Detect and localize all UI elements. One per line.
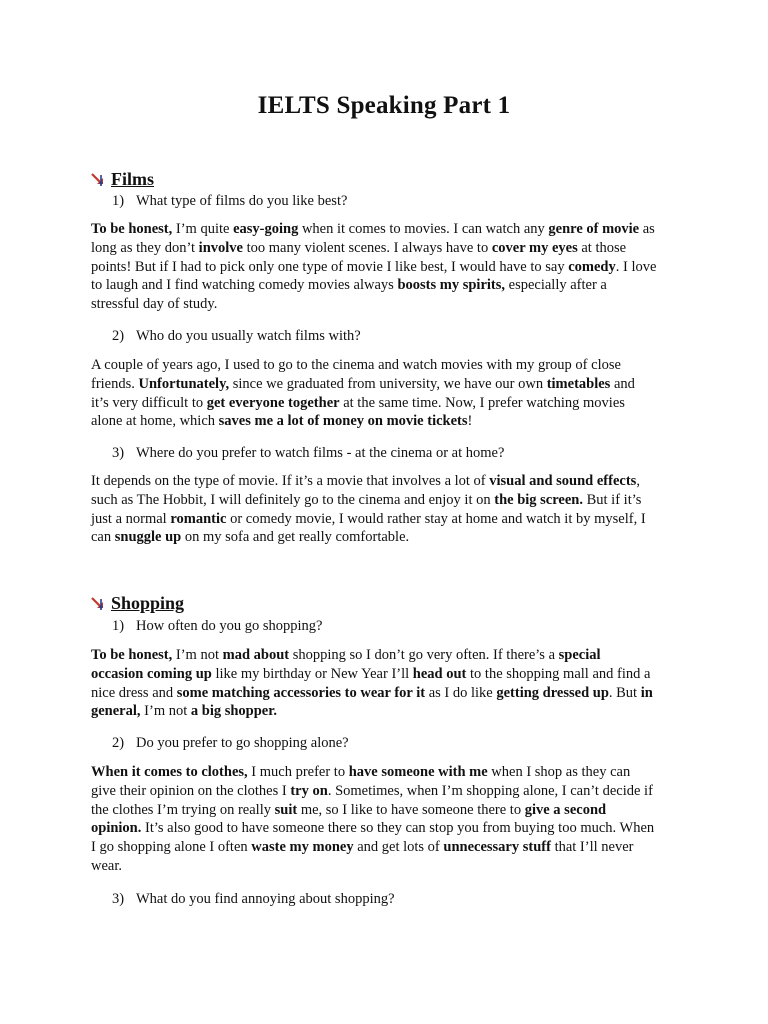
bold-phrase: comedy	[568, 258, 616, 275]
answer-line	[91, 646, 681, 665]
bold-phrase: easy-going	[233, 221, 299, 237]
answer-films-2	[91, 356, 681, 431]
question-number: 1)	[112, 193, 125, 209]
answer-line	[91, 510, 681, 529]
question-text: How often do you go shopping?	[136, 618, 323, 634]
section-title: Shopping	[111, 592, 185, 613]
text-run: on my sofa and get really comfortable.	[181, 529, 410, 546]
bold-phrase: getting dressed up	[496, 684, 609, 701]
bold-phrase: head out	[412, 665, 467, 682]
bold-phrase: timetables	[546, 375, 611, 392]
answer-line	[91, 472, 681, 491]
text-run: It depends on the type of movie. If it’s a movie that involves a lot of	[91, 473, 490, 489]
bold-phrase: When it comes to clothes,	[91, 764, 248, 780]
arrow-bullet-icon	[89, 595, 107, 611]
text-run: as	[639, 221, 655, 237]
text-run: stressful day of study.	[91, 296, 218, 313]
question-films-3	[112, 444, 504, 462]
text-run: I’m not	[172, 647, 223, 663]
question-shopping-3	[112, 890, 395, 908]
answer-line	[91, 276, 681, 295]
text-run: such as The Hobbit, I will definitely go to the cinema and enjoy it on	[91, 491, 495, 508]
bold-phrase: get everyone together	[206, 394, 340, 411]
text-run: and	[610, 375, 635, 392]
bold-phrase: general,	[91, 703, 141, 720]
text-run: especially after a	[505, 277, 607, 294]
question-films-1	[112, 192, 347, 210]
text-run: me, so I like to have someone there to	[297, 801, 525, 818]
answer-line	[91, 295, 681, 314]
answer-line	[91, 394, 681, 413]
bold-phrase: mad about	[222, 647, 290, 663]
text-run: I much prefer to	[247, 764, 349, 780]
question-text: Who do you usually watch films with?	[136, 328, 361, 344]
text-run: !	[467, 413, 473, 430]
answer-line	[91, 684, 681, 703]
answer-line	[91, 819, 681, 838]
answer-line	[91, 528, 681, 547]
answer-line	[91, 857, 681, 876]
text-run: But if it’s	[582, 491, 642, 508]
text-run: . Sometimes, when I’m shopping alone, I can’t decide if	[327, 782, 653, 799]
text-run: when it comes to movies. I can watch any	[298, 221, 549, 237]
answer-line	[91, 258, 681, 277]
answer-line	[91, 220, 681, 239]
answer-line	[91, 782, 681, 801]
answer-shopping-2	[91, 763, 681, 876]
page-title: IELTS Speaking Part 1	[257, 92, 511, 119]
text-run: It’s also good to have someone there so they can stop you from buying too much. When	[141, 820, 655, 837]
answer-line	[91, 356, 681, 375]
bold-phrase: unnecessary stuff	[443, 839, 551, 856]
text-run: like my birthday or New Year I’ll	[211, 665, 413, 682]
question-number: 1)	[112, 618, 125, 634]
question-text: What do you find annoying about shopping?	[136, 891, 395, 907]
bold-phrase: have someone with me	[348, 764, 488, 780]
bold-phrase: a big shopper.	[190, 703, 277, 720]
text-run: since we graduated from university, we have our own	[229, 375, 547, 392]
question-text: What type of films do you like best?	[136, 193, 348, 209]
bold-phrase: in	[640, 684, 653, 701]
bold-phrase: boosts my spirits,	[397, 277, 506, 294]
text-run: at those	[577, 239, 627, 256]
answer-shopping-1	[91, 646, 681, 721]
bold-phrase: occasion coming up	[91, 665, 212, 682]
text-run: as I do like	[425, 684, 497, 701]
text-run: to the shopping mall and find a	[466, 665, 651, 682]
text-run: to laugh and I find watching comedy movies always	[91, 277, 398, 294]
question-number: 2)	[112, 735, 125, 751]
text-run: . But	[608, 684, 641, 701]
section-heading-films	[89, 168, 154, 190]
answer-films-3	[91, 472, 681, 547]
text-run: too many violent scenes. I always have to	[242, 239, 492, 256]
bold-phrase: visual and sound effects	[489, 473, 637, 489]
bold-phrase: some matching accessories to wear for it	[176, 684, 426, 701]
text-run: that I’ll never	[550, 839, 634, 856]
text-run: nice dress and	[91, 684, 177, 701]
answer-films-1	[91, 220, 681, 314]
question-text: Do you prefer to go shopping alone?	[136, 735, 349, 751]
text-run: long as they don’t	[91, 239, 199, 256]
text-run: shopping so I don’t go very often. If there’s a	[289, 647, 559, 663]
text-run: when I shop as they can	[487, 764, 631, 780]
text-run: I’m quite	[172, 221, 234, 237]
bold-phrase: special	[558, 647, 601, 663]
text-run: I go shopping alone I often	[91, 839, 252, 856]
text-run: the clothes I’m trying on really	[91, 801, 275, 818]
text-run: give their opinion on the clothes I	[91, 782, 291, 799]
text-run: ,	[636, 473, 640, 489]
bold-phrase: snuggle up	[114, 529, 182, 546]
text-run: and get lots of	[353, 839, 444, 856]
answer-line	[91, 665, 681, 684]
answer-line	[91, 491, 681, 510]
bold-phrase: waste my money	[251, 839, 354, 856]
text-run: I’m not	[140, 703, 191, 720]
answer-line	[91, 239, 681, 258]
answer-line	[91, 412, 681, 431]
text-run: can	[91, 529, 115, 546]
question-shopping-2	[112, 734, 349, 752]
answer-line	[91, 702, 681, 721]
text-run: at the same time. Now, I prefer watching movies	[339, 394, 625, 411]
text-run: just a normal	[91, 510, 171, 527]
text-run: alone at home, which	[91, 413, 219, 430]
bold-phrase: try on	[290, 782, 328, 799]
answer-line	[91, 375, 681, 394]
question-text: Where do you prefer to watch films - at the cinema or at home?	[136, 445, 505, 461]
bold-phrase: To be honest,	[91, 647, 173, 663]
bold-phrase: saves me a lot of money on movie tickets	[218, 413, 468, 430]
bold-phrase: the big screen.	[494, 491, 583, 508]
text-run: it’s very difficult to	[91, 394, 207, 411]
bold-phrase: give a second	[524, 801, 607, 818]
text-run: A couple of years ago, I used to go to the cinema and watch movies with my group of close	[91, 357, 621, 373]
answer-line	[91, 838, 681, 857]
text-run: wear.	[91, 857, 122, 874]
bold-phrase: suit	[274, 801, 298, 818]
bold-phrase: genre of movie	[548, 221, 640, 237]
answer-line	[91, 763, 681, 782]
question-number: 2)	[112, 328, 125, 344]
bold-phrase: To be honest,	[91, 221, 173, 237]
bold-phrase: Unfortunately,	[138, 375, 230, 392]
text-run: . I love	[615, 258, 657, 275]
section-heading-shopping	[89, 592, 184, 614]
text-run: points! But if I had to pick only one type of movie I like best, I would have to say	[91, 258, 569, 275]
question-films-2	[112, 327, 361, 345]
text-run: friends.	[91, 375, 139, 392]
question-number: 3)	[112, 891, 125, 907]
question-shopping-1	[112, 617, 322, 635]
arrow-bullet-icon	[89, 171, 107, 187]
bold-phrase: opinion.	[91, 820, 142, 837]
bold-phrase: involve	[198, 239, 243, 256]
bold-phrase: cover my eyes	[491, 239, 578, 256]
section-title: Films	[111, 168, 154, 189]
question-number: 3)	[112, 445, 125, 461]
text-run: or comedy movie, I would rather stay at home and watch it by myself, I	[226, 510, 646, 527]
answer-line	[91, 801, 681, 820]
bold-phrase: romantic	[170, 510, 227, 527]
